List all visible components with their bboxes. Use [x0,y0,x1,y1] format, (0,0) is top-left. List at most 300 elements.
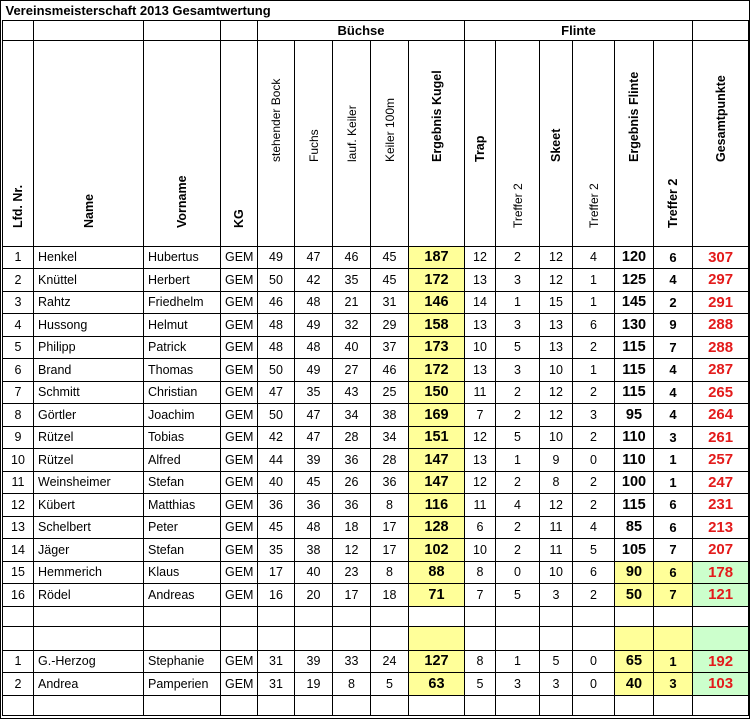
row-gesamtpunkte: 103 [693,673,749,696]
row-treffer2-flinte: 3 [654,426,693,449]
row-treffer2-skeet: 1 [573,269,615,292]
row-vorname: Pamperien [144,673,221,696]
row-ergebnis-flinte: 95 [615,404,654,427]
row-keiler-100m: 46 [371,359,409,382]
row-treffer2-flinte: 6 [654,516,693,539]
row-fuchs: 20 [295,584,333,607]
table-row [3,471,749,494]
header-kg: KG [221,40,258,246]
row-fuchs: 42 [295,269,333,292]
row-ergebnis-kugel: 128 [409,516,465,539]
spacer-row [3,695,749,715]
row-trap: 12 [465,426,496,449]
row-treffer2-trap: 2 [496,381,540,404]
row-fuchs: 19 [295,673,333,696]
row-stehender-bock: 49 [258,246,295,269]
row-keiler-100m: 37 [371,336,409,359]
row-treffer2-trap: 1 [496,291,540,314]
row-kg: GEM [221,561,258,584]
row-treffer2-trap: 2 [496,539,540,562]
row-ergebnis-kugel: 187 [409,246,465,269]
row-ergebnis-flinte: 115 [615,336,654,359]
row-treffer2-skeet: 6 [573,561,615,584]
row-treffer2-flinte: 7 [654,336,693,359]
row-gesamtpunkte: 261 [693,426,749,449]
row-ergebnis-kugel: 172 [409,269,465,292]
row-fuchs: 35 [295,381,333,404]
row-gesamtpunkte: 178 [693,561,749,584]
row-gesamtpunkte: 192 [693,650,749,673]
row-gesamtpunkte: 213 [693,516,749,539]
row-trap: 7 [465,584,496,607]
header-fuchs: Fuchs [295,40,333,246]
table-row [3,494,749,517]
row-ergebnis-kugel: 147 [409,449,465,472]
row-keiler-100m: 29 [371,314,409,337]
row-ergebnis-flinte: 125 [615,269,654,292]
row-treffer2-skeet: 3 [573,404,615,427]
table-row [3,269,749,292]
row-trap: 11 [465,494,496,517]
row-treffer2-skeet: 2 [573,471,615,494]
row-treffer2-skeet: 1 [573,359,615,382]
row-ergebnis-kugel: 169 [409,404,465,427]
row-ergebnis-kugel: 88 [409,561,465,584]
row-gesamtpunkte: 291 [693,291,749,314]
row-kg: GEM [221,381,258,404]
row-keiler-100m: 17 [371,539,409,562]
row-ergebnis-flinte: 65 [615,650,654,673]
row-ergebnis-flinte: 50 [615,584,654,607]
row-lauf-keiler: 12 [333,539,371,562]
row-gesamtpunkte: 288 [693,336,749,359]
row-gesamtpunkte: 288 [693,314,749,337]
row-fuchs: 39 [295,650,333,673]
row-treffer2-skeet: 2 [573,494,615,517]
row-trap: 13 [465,314,496,337]
row-fuchs: 36 [295,494,333,517]
row-kg: GEM [221,336,258,359]
row-treffer2-skeet: 0 [573,673,615,696]
row-ergebnis-kugel: 102 [409,539,465,562]
row-skeet: 5 [540,650,573,673]
row-ergebnis-flinte: 145 [615,291,654,314]
row-treffer2-flinte: 1 [654,471,693,494]
row-lauf-keiler: 40 [333,336,371,359]
row-stehender-bock: 50 [258,269,295,292]
row-fuchs: 45 [295,471,333,494]
row-name: Andrea [34,673,144,696]
row-ergebnis-flinte: 115 [615,381,654,404]
header-ergebnis-kugel: Ergebnis Kugel [409,40,465,246]
row-treffer2-trap: 3 [496,314,540,337]
row-nr: 16 [3,584,34,607]
row-vorname: Tobias [144,426,221,449]
row-treffer2-flinte: 7 [654,584,693,607]
row-name: Schelbert [34,516,144,539]
row-lauf-keiler: 18 [333,516,371,539]
row-nr: 13 [3,516,34,539]
row-ergebnis-flinte: 120 [615,246,654,269]
row-kg: GEM [221,404,258,427]
row-treffer2-skeet: 2 [573,336,615,359]
row-trap: 12 [465,471,496,494]
row-gesamtpunkte: 231 [693,494,749,517]
header-name: Name [34,40,144,246]
row-trap: 5 [465,673,496,696]
row-trap: 13 [465,269,496,292]
row-fuchs: 48 [295,336,333,359]
row-fuchs: 38 [295,539,333,562]
row-stehender-bock: 17 [258,561,295,584]
row-treffer2-skeet: 0 [573,449,615,472]
row-treffer2-flinte: 4 [654,359,693,382]
row-lauf-keiler: 32 [333,314,371,337]
results-table [2,2,749,716]
row-skeet: 11 [540,516,573,539]
row-lauf-keiler: 33 [333,650,371,673]
row-stehender-bock: 16 [258,584,295,607]
row-nr: 14 [3,539,34,562]
row-keiler-100m: 45 [371,269,409,292]
row-treffer2-skeet: 4 [573,246,615,269]
row-ergebnis-flinte: 115 [615,494,654,517]
row-kg: GEM [221,269,258,292]
row-nr: 4 [3,314,34,337]
row-name: Philipp [34,336,144,359]
row-name: Brand [34,359,144,382]
row-ergebnis-kugel: 173 [409,336,465,359]
spacer-row [3,606,749,626]
row-treffer2-flinte: 7 [654,539,693,562]
header-lauf-keiler: lauf. Keiler [333,40,371,246]
row-keiler-100m: 28 [371,449,409,472]
row-stehender-bock: 50 [258,404,295,427]
row-lauf-keiler: 35 [333,269,371,292]
row-treffer2-skeet: 0 [573,650,615,673]
table-row [3,381,749,404]
row-stehender-bock: 48 [258,314,295,337]
row-fuchs: 47 [295,246,333,269]
row-treffer2-flinte: 3 [654,673,693,696]
row-lauf-keiler: 17 [333,584,371,607]
table-row [3,650,749,673]
row-treffer2-flinte: 4 [654,381,693,404]
row-lauf-keiler: 36 [333,494,371,517]
row-skeet: 10 [540,426,573,449]
header-ergebnis-flinte: Ergebnis Flinte [615,40,654,246]
header-gesamtpunkte: Gesamtpunkte [693,40,749,246]
row-nr: 9 [3,426,34,449]
row-treffer2-trap: 5 [496,426,540,449]
header-vorname: Vorname [144,40,221,246]
row-treffer2-flinte: 4 [654,269,693,292]
row-stehender-bock: 47 [258,381,295,404]
row-nr: 11 [3,471,34,494]
row-lauf-keiler: 34 [333,404,371,427]
row-treffer2-skeet: 5 [573,539,615,562]
row-treffer2-flinte: 4 [654,404,693,427]
spacer-row [3,626,749,650]
row-keiler-100m: 25 [371,381,409,404]
row-ergebnis-flinte: 100 [615,471,654,494]
row-name: Hussong [34,314,144,337]
row-vorname: Andreas [144,584,221,607]
row-vorname: Alfred [144,449,221,472]
row-ergebnis-kugel: 151 [409,426,465,449]
row-stehender-bock: 35 [258,539,295,562]
row-treffer2-flinte: 1 [654,650,693,673]
row-name: Rützel [34,449,144,472]
row-keiler-100m: 38 [371,404,409,427]
row-ergebnis-kugel: 116 [409,494,465,517]
row-fuchs: 49 [295,314,333,337]
row-gesamtpunkte: 207 [693,539,749,562]
row-name: Schmitt [34,381,144,404]
row-ergebnis-flinte: 130 [615,314,654,337]
row-kg: GEM [221,539,258,562]
row-name: Rahtz [34,291,144,314]
row-stehender-bock: 40 [258,471,295,494]
row-gesamtpunkte: 257 [693,449,749,472]
row-stehender-bock: 46 [258,291,295,314]
row-vorname: Herbert [144,269,221,292]
header-treffer2-flinte: Treffer 2 [654,40,693,246]
row-skeet: 8 [540,471,573,494]
row-fuchs: 48 [295,516,333,539]
row-fuchs: 48 [295,291,333,314]
row-keiler-100m: 18 [371,584,409,607]
row-stehender-bock: 45 [258,516,295,539]
row-trap: 12 [465,246,496,269]
header-lfd-nr: Lfd. Nr. [3,40,34,246]
row-treffer2-skeet: 2 [573,381,615,404]
row-keiler-100m: 8 [371,494,409,517]
row-treffer2-flinte: 6 [654,246,693,269]
row-ergebnis-kugel: 71 [409,584,465,607]
row-vorname: Klaus [144,561,221,584]
table-row [3,404,749,427]
row-skeet: 13 [540,336,573,359]
row-treffer2-trap: 4 [496,494,540,517]
row-keiler-100m: 34 [371,426,409,449]
row-vorname: Christian [144,381,221,404]
table-row [3,584,749,607]
row-skeet: 12 [540,494,573,517]
row-nr: 1 [3,246,34,269]
row-name: Görtler [34,404,144,427]
row-trap: 11 [465,381,496,404]
row-gesamtpunkte: 121 [693,584,749,607]
row-lauf-keiler: 23 [333,561,371,584]
row-stehender-bock: 50 [258,359,295,382]
row-nr: 7 [3,381,34,404]
row-gesamtpunkte: 247 [693,471,749,494]
row-name: Rödel [34,584,144,607]
row-skeet: 13 [540,314,573,337]
row-kg: GEM [221,650,258,673]
row-keiler-100m: 5 [371,673,409,696]
header-skeet: Skeet [540,40,573,246]
row-ergebnis-kugel: 146 [409,291,465,314]
row-skeet: 10 [540,561,573,584]
row-skeet: 3 [540,584,573,607]
row-treffer2-trap: 2 [496,246,540,269]
row-lauf-keiler: 46 [333,246,371,269]
header-treffer2-skeet: Treffer 2 [573,40,615,246]
row-nr: 5 [3,336,34,359]
row-treffer2-flinte: 9 [654,314,693,337]
group-buechse: Büchse [258,20,465,40]
header-keiler-100m: Keiler 100m [371,40,409,246]
row-ergebnis-flinte: 105 [615,539,654,562]
row-treffer2-skeet: 2 [573,426,615,449]
row-kg: GEM [221,471,258,494]
row-trap: 8 [465,561,496,584]
row-treffer2-skeet: 2 [573,584,615,607]
row-keiler-100m: 36 [371,471,409,494]
row-vorname: Stephanie [144,650,221,673]
row-treffer2-trap: 2 [496,471,540,494]
row-keiler-100m: 24 [371,650,409,673]
row-treffer2-trap: 3 [496,359,540,382]
row-lauf-keiler: 27 [333,359,371,382]
row-trap: 10 [465,336,496,359]
row-skeet: 12 [540,404,573,427]
row-ergebnis-kugel: 127 [409,650,465,673]
row-treffer2-trap: 2 [496,516,540,539]
row-kg: GEM [221,291,258,314]
row-stehender-bock: 36 [258,494,295,517]
table-row [3,314,749,337]
row-nr: 6 [3,359,34,382]
row-fuchs: 40 [295,561,333,584]
row-skeet: 9 [540,449,573,472]
row-ergebnis-kugel: 172 [409,359,465,382]
row-ergebnis-flinte: 110 [615,449,654,472]
row-treffer2-trap: 2 [496,404,540,427]
table-row [3,449,749,472]
row-keiler-100m: 8 [371,561,409,584]
row-ergebnis-kugel: 147 [409,471,465,494]
row-stehender-bock: 31 [258,650,295,673]
row-name: Hemmerich [34,561,144,584]
row-trap: 8 [465,650,496,673]
row-gesamtpunkte: 287 [693,359,749,382]
row-trap: 6 [465,516,496,539]
row-vorname: Patrick [144,336,221,359]
row-vorname: Matthias [144,494,221,517]
row-nr: 15 [3,561,34,584]
row-stehender-bock: 42 [258,426,295,449]
row-stehender-bock: 48 [258,336,295,359]
row-name: Henkel [34,246,144,269]
row-keiler-100m: 31 [371,291,409,314]
row-treffer2-skeet: 6 [573,314,615,337]
row-lauf-keiler: 28 [333,426,371,449]
row-treffer2-flinte: 2 [654,291,693,314]
row-nr: 12 [3,494,34,517]
row-trap: 10 [465,539,496,562]
row-skeet: 12 [540,381,573,404]
row-vorname: Hubertus [144,246,221,269]
row-ergebnis-flinte: 40 [615,673,654,696]
row-keiler-100m: 45 [371,246,409,269]
row-kg: GEM [221,449,258,472]
row-skeet: 15 [540,291,573,314]
row-trap: 13 [465,359,496,382]
table-row [3,336,749,359]
table-row [3,561,749,584]
row-treffer2-skeet: 4 [573,516,615,539]
row-lauf-keiler: 21 [333,291,371,314]
row-ergebnis-flinte: 90 [615,561,654,584]
group-flinte: Flinte [465,20,693,40]
header-treffer2-trap: Treffer 2 [496,40,540,246]
row-skeet: 3 [540,673,573,696]
row-name: Rützel [34,426,144,449]
row-treffer2-trap: 3 [496,269,540,292]
row-treffer2-trap: 5 [496,336,540,359]
row-fuchs: 47 [295,404,333,427]
row-kg: GEM [221,246,258,269]
row-ergebnis-kugel: 158 [409,314,465,337]
row-fuchs: 49 [295,359,333,382]
table-row [3,291,749,314]
row-gesamtpunkte: 307 [693,246,749,269]
header-trap: Trap [465,40,496,246]
table-row [3,539,749,562]
table-row [3,359,749,382]
row-kg: GEM [221,516,258,539]
row-stehender-bock: 31 [258,673,295,696]
row-name: G.-Herzog [34,650,144,673]
row-name: Knüttel [34,269,144,292]
row-lauf-keiler: 43 [333,381,371,404]
row-vorname: Stefan [144,471,221,494]
row-lauf-keiler: 8 [333,673,371,696]
row-ergebnis-flinte: 115 [615,359,654,382]
row-name: Jäger [34,539,144,562]
row-treffer2-trap: 0 [496,561,540,584]
row-gesamtpunkte: 265 [693,381,749,404]
row-kg: GEM [221,426,258,449]
row-lauf-keiler: 26 [333,471,371,494]
row-vorname: Peter [144,516,221,539]
row-name: Weinsheimer [34,471,144,494]
row-nr: 2 [3,673,34,696]
row-treffer2-trap: 1 [496,449,540,472]
row-fuchs: 39 [295,449,333,472]
row-kg: GEM [221,673,258,696]
row-skeet: 12 [540,246,573,269]
row-nr: 8 [3,404,34,427]
row-treffer2-flinte: 6 [654,561,693,584]
row-vorname: Helmut [144,314,221,337]
row-nr: 10 [3,449,34,472]
row-treffer2-skeet: 1 [573,291,615,314]
row-treffer2-trap: 3 [496,673,540,696]
row-fuchs: 47 [295,426,333,449]
row-kg: GEM [221,314,258,337]
row-kg: GEM [221,494,258,517]
row-treffer2-trap: 1 [496,650,540,673]
row-stehender-bock: 44 [258,449,295,472]
row-vorname: Thomas [144,359,221,382]
row-kg: GEM [221,584,258,607]
row-ergebnis-flinte: 85 [615,516,654,539]
row-treffer2-flinte: 6 [654,494,693,517]
